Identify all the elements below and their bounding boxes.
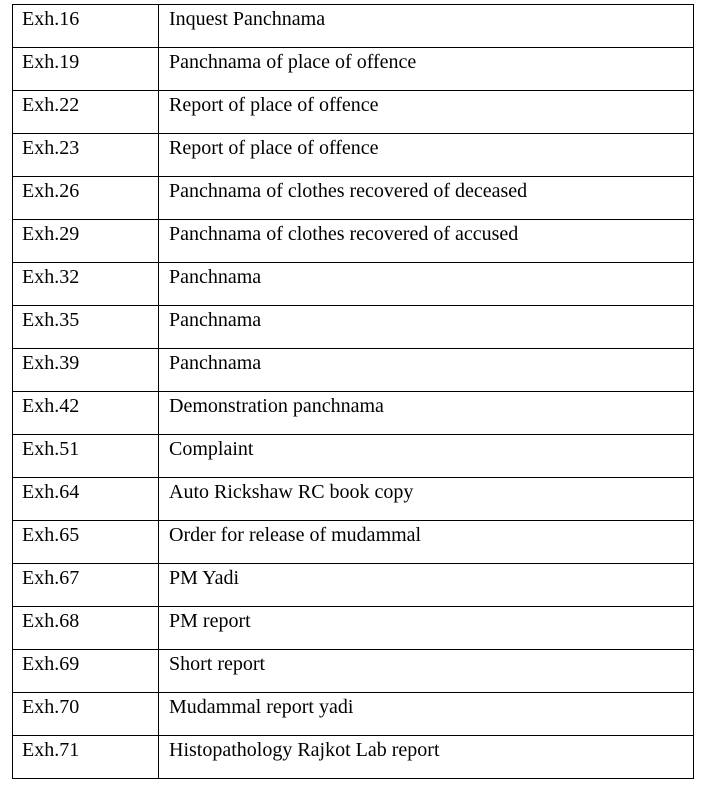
exhibit-number-cell: Exh.29 (13, 220, 159, 263)
exhibit-description-cell: Report of place of offence (159, 91, 694, 134)
exhibit-description-cell: PM Yadi (159, 564, 694, 607)
exhibit-number-cell: Exh.39 (13, 349, 159, 392)
exhibit-description-cell: Order for release of mudammal (159, 521, 694, 564)
exhibit-number-cell: Exh.51 (13, 435, 159, 478)
exhibit-number-cell: Exh.67 (13, 564, 159, 607)
table-row (13, 177, 694, 220)
exhibit-table (12, 4, 694, 779)
table-row (13, 693, 694, 736)
exhibit-number-cell: Exh.70 (13, 693, 159, 736)
exhibit-number-cell: Exh.35 (13, 306, 159, 349)
table-row (13, 392, 694, 435)
exhibit-description-cell: Complaint (159, 435, 694, 478)
exhibit-number-cell: Exh.19 (13, 48, 159, 91)
table-row (13, 91, 694, 134)
table-row (13, 521, 694, 564)
exhibit-number-cell: Exh.71 (13, 736, 159, 779)
exhibit-number-cell: Exh.16 (13, 5, 159, 48)
table-row (13, 478, 694, 521)
exhibit-description-cell: Panchnama of clothes recovered of deceased (159, 177, 694, 220)
exhibit-number-cell: Exh.64 (13, 478, 159, 521)
exhibit-description-cell: Auto Rickshaw RC book copy (159, 478, 694, 521)
table-row (13, 564, 694, 607)
exhibit-description-cell: Report of place of offence (159, 134, 694, 177)
table-row (13, 134, 694, 177)
exhibit-number-cell: Exh.32 (13, 263, 159, 306)
table-row (13, 736, 694, 779)
exhibit-number-cell: Exh.42 (13, 392, 159, 435)
exhibit-number-cell: Exh.26 (13, 177, 159, 220)
table-row (13, 263, 694, 306)
table-row (13, 607, 694, 650)
table-row (13, 306, 694, 349)
table-row (13, 650, 694, 693)
exhibit-description-cell: Panchnama of place of offence (159, 48, 694, 91)
exhibit-description-cell: Histopathology Rajkot Lab report (159, 736, 694, 779)
exhibit-description-cell: Mudammal report yadi (159, 693, 694, 736)
exhibit-description-cell: Short report (159, 650, 694, 693)
table-row (13, 220, 694, 263)
exhibit-description-cell: Demonstration panchnama (159, 392, 694, 435)
table-row (13, 48, 694, 91)
exhibit-description-cell: Panchnama of clothes recovered of accused (159, 220, 694, 263)
table-row (13, 435, 694, 478)
exhibit-description-cell: Panchnama (159, 263, 694, 306)
exhibit-number-cell: Exh.23 (13, 134, 159, 177)
table-row (13, 5, 694, 48)
exhibit-number-cell: Exh.69 (13, 650, 159, 693)
exhibit-description-cell: Panchnama (159, 306, 694, 349)
exhibit-number-cell: Exh.65 (13, 521, 159, 564)
table-row (13, 349, 694, 392)
exhibit-description-cell: Panchnama (159, 349, 694, 392)
exhibit-description-cell: Inquest Panchnama (159, 5, 694, 48)
exhibit-number-cell: Exh.68 (13, 607, 159, 650)
exhibit-description-cell: PM report (159, 607, 694, 650)
exhibit-number-cell: Exh.22 (13, 91, 159, 134)
